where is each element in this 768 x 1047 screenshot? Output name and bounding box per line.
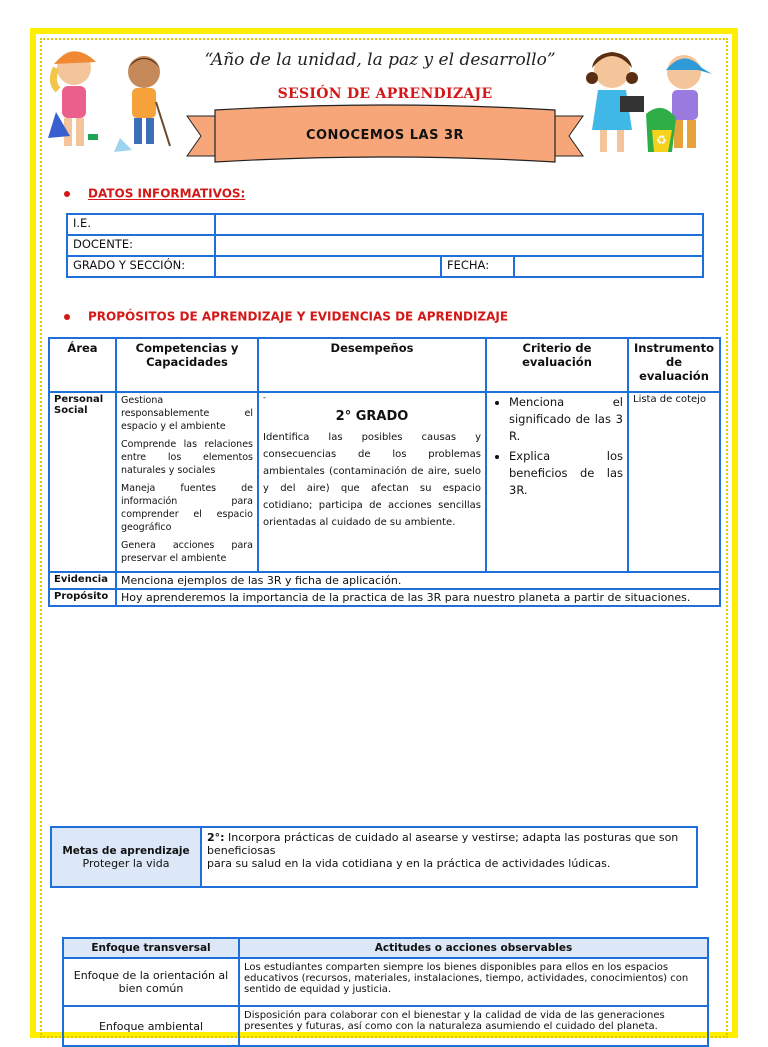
enfoque-name: Enfoque de la orientación al bien común — [63, 958, 239, 1006]
grade-label: 2° GRADO — [335, 409, 409, 424]
propositos-header-row — [49, 338, 720, 392]
kids-left-illustration — [44, 42, 184, 160]
actitudes-header: Actitudes o acciones observables — [239, 938, 708, 958]
kids-right-illustration — [572, 40, 722, 162]
grado-value-field[interactable] — [215, 256, 441, 277]
metas-sublabel: Proteger la vida — [82, 856, 170, 870]
competencia-item: Gestiona responsablemente el espacio y el ambiente — [121, 395, 253, 432]
fecha-value-field[interactable] — [514, 256, 703, 277]
evidencia-label: Evidencia — [49, 572, 116, 589]
instrumento-cell: Lista de cotejo — [628, 392, 720, 572]
desempenos-cell — [258, 392, 486, 572]
docente-label: DOCENTE: — [67, 235, 215, 256]
session-title: SESIÓN DE APRENDIZAJE — [277, 86, 493, 102]
criterio-cell — [486, 392, 628, 572]
competencias-cell — [116, 392, 258, 572]
header-criterio: Criterio de evaluación — [486, 338, 628, 392]
enfoque-name: Enfoque ambiental — [63, 1006, 239, 1046]
ie-row — [67, 214, 703, 235]
metas-label: Metas de aprendizaje — [62, 844, 190, 857]
proposito-row — [49, 589, 720, 606]
metas-text-cell — [201, 827, 697, 887]
desempeno-mark: - — [263, 393, 266, 402]
ie-value-field[interactable] — [215, 214, 703, 235]
area-cell: Personal Social — [49, 392, 116, 572]
header-instrumento: Instrumento de evaluación — [628, 338, 720, 392]
metas-label-cell — [51, 827, 201, 887]
criterio-item: • Explica los beneficios de las 3R. — [509, 448, 623, 499]
metas-line2: para su salud en la vida cotidiana y en la práctica de actividades lúdicas. — [207, 857, 611, 870]
enfoque-header: Enfoque transversal — [63, 938, 239, 958]
docente-row — [67, 235, 703, 256]
header-desempenos: Desempeños — [258, 338, 486, 392]
propositos-table — [48, 337, 721, 607]
motto-text: “Año de la unidad, la paz y el desarrollo” — [204, 50, 556, 70]
grado-label: GRADO Y SECCIÓN: — [67, 256, 215, 277]
datos-heading: DATOS INFORMATIVOS: — [64, 186, 245, 201]
evidencia-row — [49, 572, 720, 589]
header-area: Área — [49, 338, 116, 392]
fecha-label: FECHA: — [441, 256, 514, 277]
header-competencias: Competencias y Capacidades — [116, 338, 258, 392]
svg-text:♻: ♻ — [656, 133, 667, 147]
desempeno-text: Identifica las posibles causas y consecuencias de los problemas ambientales (contaminación de aire, suelo y del aire) que afectan su espacio cotidiano; participa de acciones sencillas orientadas al cuidado de su ambiente. — [263, 432, 481, 528]
enfoque-text: Disposición para colaborar con el bienestar y la calidad de vida de las generaciones presentes y futuras, así como con la naturaleza asumiendo el cuidado del planeta. — [239, 1006, 708, 1046]
docente-value-field[interactable] — [215, 235, 703, 256]
competencia-item: Genera acciones para preservar el ambiente — [121, 540, 253, 564]
personal-social-row — [49, 392, 720, 572]
evidencia-text: Menciona ejemplos de las 3R y ficha de aplicación. — [116, 572, 720, 589]
competencia-item: Maneja fuentes de información para comprender el espacio geográfico — [121, 483, 253, 533]
enfoque-row — [63, 1006, 708, 1046]
metas-line1: Incorpora prácticas de cuidado al asearse y vestirse; adapta las posturas que son beneficiosas — [207, 831, 679, 857]
bullet-icon — [64, 191, 70, 197]
criterio-item: • Menciona el significado de las 3 R. — [509, 394, 623, 445]
enfoque-table — [62, 937, 709, 1047]
session-topic-title: CONOCEMOS LAS 3R — [305, 128, 465, 143]
ie-label: I.E. — [67, 214, 215, 235]
metas-grade: 2°: — [207, 831, 225, 844]
enfoque-row — [63, 958, 708, 1006]
metas-table — [50, 826, 698, 888]
bullet-icon — [64, 314, 70, 320]
propositos-heading: PROPÓSITOS DE APRENDIZAJE Y EVIDENCIAS DE APRENDIZAJE — [64, 309, 508, 324]
proposito-label: Propósito — [49, 589, 116, 606]
enfoque-text: Los estudiantes comparten siempre los bienes disponibles para ellos en los espacios educativos (recursos, materiales, instalaciones, tiempo, actividades, conocimientos) con sentido de equidad y justicia. — [239, 958, 708, 1006]
datos-table — [66, 213, 704, 278]
grado-row — [67, 256, 703, 277]
proposito-text: Hoy aprenderemos la importancia de la practica de las 3R para nuestro planeta a partir de situaciones. — [116, 589, 720, 606]
competencia-item: Comprende las relaciones entre los elementos naturales y sociales — [121, 439, 253, 476]
